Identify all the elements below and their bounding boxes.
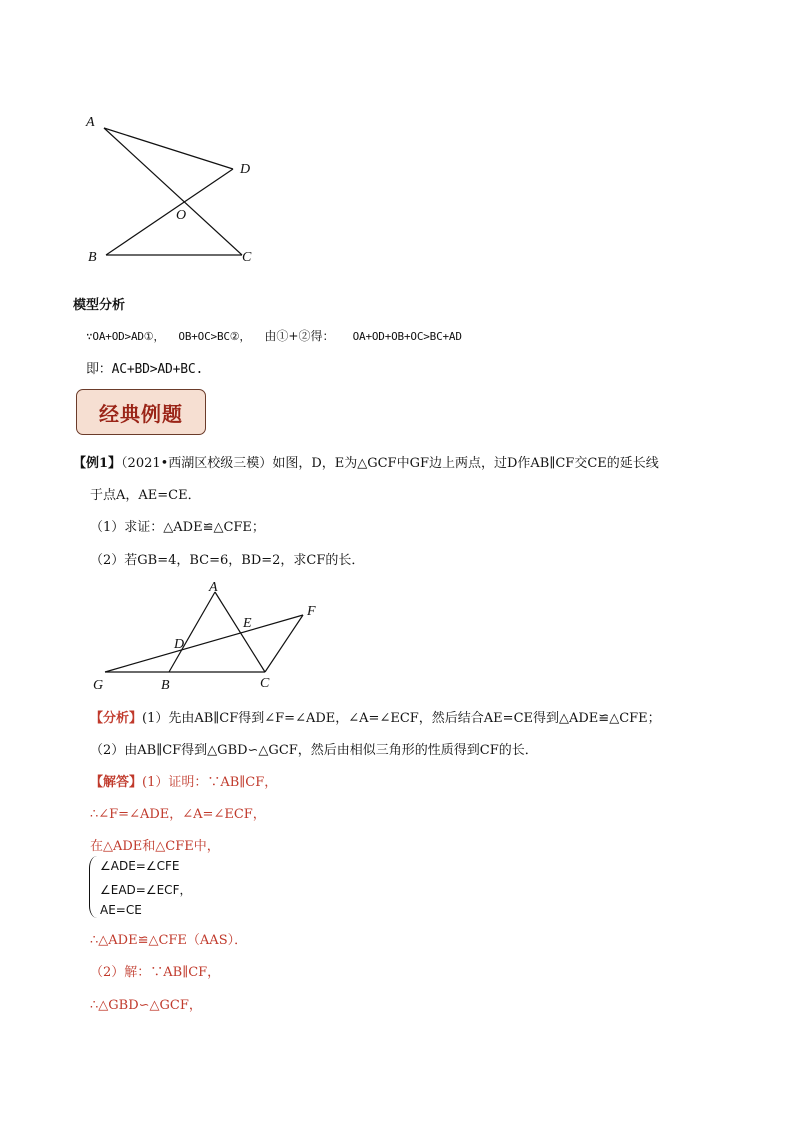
segment-gf (105, 615, 303, 672)
example-part-1: （1）求证：△ADE≌△CFE； (90, 520, 265, 535)
point-label-a: A (209, 580, 218, 595)
section-title: 经典例题 (99, 401, 183, 426)
example-source: （2021•西湖区校级三模） (121, 456, 273, 471)
point-label-b: B (161, 678, 170, 693)
segment-ab (169, 592, 215, 672)
point-label-a: A (86, 115, 95, 130)
model-ineq-4: OA+OD+OB+OC>BC+AD (352, 330, 462, 343)
equation-system-row-3: AE=CE (100, 903, 142, 917)
analysis-tag: 【分析】 (90, 711, 143, 726)
answer-line-2: ∴∠F=∠ADE，∠A=∠ECF， (90, 807, 266, 822)
point-label-e: E (243, 616, 252, 631)
segment-ad (104, 128, 233, 169)
answer-line-6: ∴△GBD∽△GCF， (90, 998, 202, 1013)
point-label-g: G (93, 678, 104, 693)
example-question-line-1 (73, 452, 659, 471)
answer-line-5: （2）解：∵AB∥CF， (90, 965, 221, 980)
answer-line-3: 在△ADE和△CFE中， (90, 839, 220, 854)
point-label-d: D (240, 162, 251, 177)
answer-text-1: (1）证明：∵AB∥CF， (142, 775, 278, 790)
figure-hourglass (70, 105, 290, 275)
example-tag: 【例1】 (73, 456, 122, 471)
analysis-text-1: (1）先由AB∥CF得到∠F=∠ADE，∠A=∠ECF，然后结合AE=CE得到△ADE≌△CFE； (142, 711, 661, 726)
answer-line-4: ∴△ADE≌△CFE（AAS）． (90, 933, 248, 948)
analysis-line-2: （2）由AB∥CF得到△GBD∽△GCF，然后由相似三角形的性质得到CF的长． (90, 743, 538, 758)
equation-system-brace (89, 856, 98, 918)
segment-cf (265, 615, 303, 672)
analysis-line-1 (90, 707, 661, 726)
answer-line-1 (90, 771, 277, 790)
section-title-box (76, 389, 206, 435)
equation-system-row-2: ∠EAD=∠ECF， (100, 883, 192, 897)
point-label-o: O (176, 208, 187, 223)
model-inequality-line (86, 327, 462, 344)
example-part-2: （2）若GB=4，BC=6，BD=2，求CF的长． (90, 553, 365, 568)
point-label-f: F (307, 604, 316, 619)
segment-ac (104, 128, 242, 255)
model-ineq-3: 由①+②得： (264, 329, 335, 343)
equation-system-row-1: ∠ADE=∠CFE (100, 859, 180, 873)
figure-triangle-gcf (85, 575, 335, 695)
model-analysis-heading: 模型分析 (73, 298, 126, 313)
example-text-1: 如图，D，E为△GCF中GF边上两点，过D作AB∥CF交CE的延长线 (272, 456, 659, 471)
segment-ac (215, 592, 265, 672)
point-label-c: C (260, 676, 270, 691)
point-label-c: C (242, 250, 252, 265)
segment-bd (106, 169, 233, 255)
model-ineq-1: ∵OA+OD>AD①， (86, 330, 165, 343)
point-label-d: D (174, 637, 185, 652)
answer-tag: 【解答】 (90, 775, 143, 790)
point-label-b: B (88, 250, 97, 265)
model-ineq-2: OB+OC>BC②， (178, 330, 251, 343)
model-conclusion-line: 即：AC+BD>AD+BC. (86, 362, 204, 377)
example-question-line-2: 于点A，AE=CE． (90, 488, 201, 503)
